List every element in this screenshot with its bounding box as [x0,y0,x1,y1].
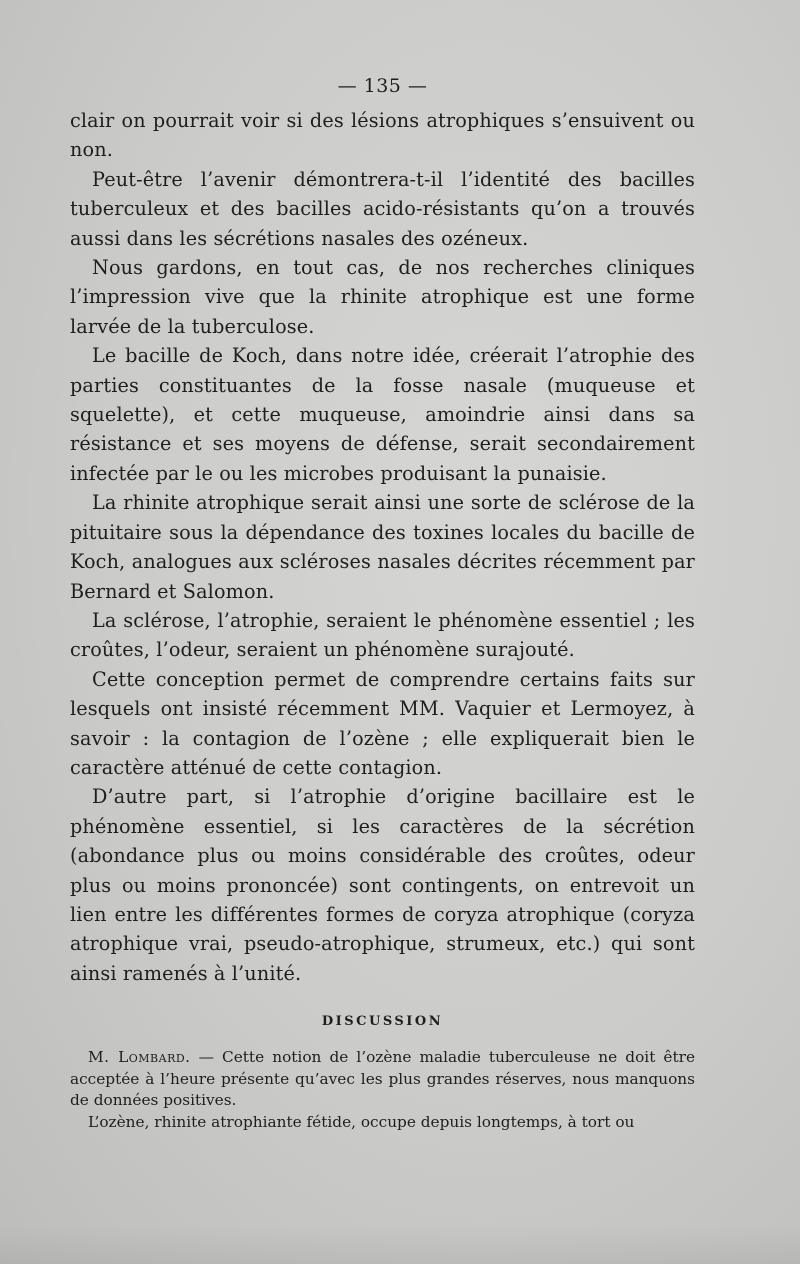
body-text [70,106,695,988]
speaker-name: M. Lombard. [88,1048,191,1067]
paragraph-6: La sclérose, l’atrophie, seraient le phénomène essentiel ; les croûtes, l’odeur, seraient un phénomène surajouté. [70,608,695,662]
paragraph-7: Cette conception permet de comprendre certains faits sur lesquels ont insisté récemment MM. Vaquier et Lermoyez, à savoir : la contagion de l’ozène ; elle expliquerait bien le caractère atténué de cette contagion. [70,667,695,779]
paragraph-4: Le bacille de Koch, dans notre idée, créerait l’atrophie des parties constituantes de la fosse nasale (muqueuse et squelette), et cette muqueuse, amoindrie ainsi dans sa résistance et ses moyens de défense, serait secondairement infectée par le ou les microbes produisant la punaisie. [70,344,695,485]
discussion-paragraph-2: L’ozène, rhinite atrophiante fétide, occupe depuis longtemps, à tort ou [88,1112,635,1131]
discussion-heading: DISCUSSION [321,1014,444,1030]
page-edge-shadow [0,1224,800,1264]
speaker-remark: — Cette notion de l’ozène maladie tuberculeuse ne doit être acceptée à l’heure présente qu’avec les plus grandes réserves, nous manquons de données positives. [70,1048,695,1110]
discussion-paragraph-1 [70,1047,695,1112]
document-page [70,72,695,1133]
paragraph-3: Nous gardons, en tout cas, de nos recherches cliniques l’impression vive que la rhinite atrophique est une forme larvée de la tuberculose. [70,256,695,338]
paragraph-5: La rhinite atrophique serait ainsi une sorte de sclérose de la pituitaire sous la dépendance des toxines locales du bacille de Koch, analogues aux scléroses nasales décrites récemment par Bernard et Salomon. [70,491,695,603]
discussion-text [70,1047,695,1133]
page-number: — 135 — [337,75,428,97]
paragraph-2: Peut-être l’avenir démontrera-t-il l’identité des bacilles tuberculeux et des bacilles acido-résistants qu’on a trouvés aussi dans les sécrétions nasales des ozéneux. [70,167,695,250]
paragraph-1: clair on pourrait voir si des lésions atrophiques s’ensuivent ou non. [70,109,695,162]
paragraph-8: D’autre part, si l’atrophie d’origine bacillaire est le phénomène essentiel, si les caractères de la sécrétion (abondance plus ou moins considérable des croûtes, odeur plus ou moins prononcée) sont contingents, on entrevoit un lien entre les différentes formes de coryza atrophique (coryza atrophique vrai, pseudo-atrophique, strumeux, etc.) qui sont ainsi ramenés à l’unité. [70,785,695,985]
